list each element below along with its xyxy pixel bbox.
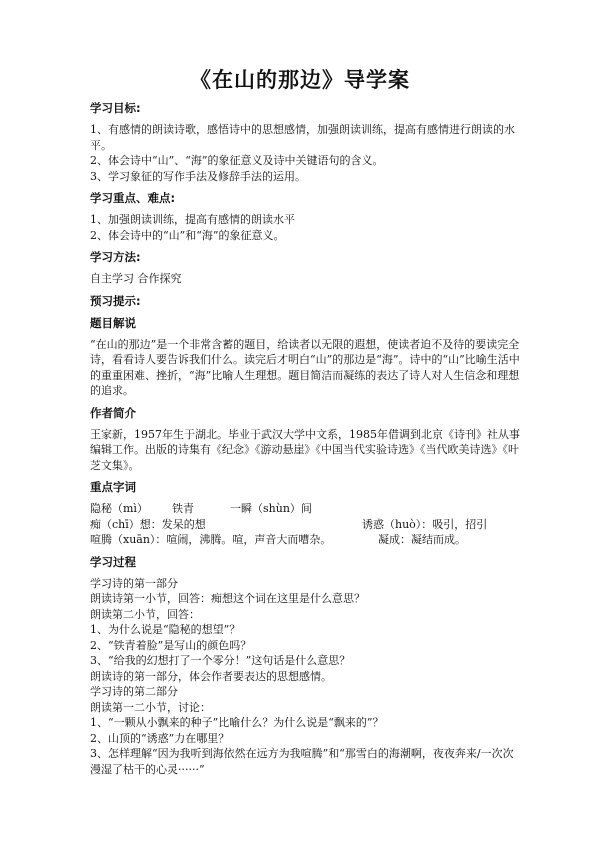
process-line: 朗读第一二小节，讨论： [90,700,211,714]
goal-item-3: 3、学习象征的写作手法及修辞手法的运用。 [90,169,306,183]
vocab-row-2 [90,517,520,533]
keypoints-heading: 学习重点、难点: [90,191,176,205]
process-lines [90,576,520,778]
vocab-item: 隐秘（mì） [90,502,148,515]
process-line: 3、怎样理解“因为我听到海依然在远方为我喧腾”和“那雪白的海潮啊，夜夜奔来/一次次漫湿了枯干的心灵······” [90,747,514,776]
process-line: 学习诗的第二部分 [90,685,178,698]
vocab-item: 一瞬（shùn）间 [230,502,312,515]
goal-item-1: 1、有感情的朗读诗歌，感悟诗中的思想感情，加强朗读训练，提高有感情进行朗读的水平。 [90,123,515,152]
author-text: 王家新，1957年生于湖北。毕业于武汉大学中文系，1985年借调到北京《诗刊》社从事编辑工作。出版的诗集有《纪念》《游动悬崖》《中国当代实验诗选》《当代欧美诗选》《叶芝文集》。 [90,427,520,472]
title-explain-heading: 题目解说 [90,315,136,330]
goal-item-2: 2、体会诗中“山”、“海”的象征意义及诗中关键语句的含义。 [90,154,384,167]
process-line: 朗读诗的第一部分，体会作者要表达的思想感情。 [90,669,332,683]
vocab-item: 痴（chī）想：发呆的想 [90,517,206,531]
vocab-row-1 [90,501,520,517]
process-line: 学习诗的第一部分 [90,576,178,590]
document-title: 《在山的那边》导学案 [190,68,410,92]
vocab-item: 诱惑（huò）：吸引，招引 [362,517,488,531]
vocab-heading: 重点字词 [90,480,136,494]
method-text: 自主学习 合作探究 [90,272,182,285]
preview-heading: 预习提示: [90,293,141,308]
goals-heading: 学习目标: [90,101,141,115]
title-explain-text: “在山的那边”是一个非常含蓄的题目，给读者以无限的遐想，使读者迫不及待的要读完全诗，看看诗人要告诉我们什么。读完后才明白“山”的那边是“海”。诗中的“山”比喻生活中的重重困难、挫折，“海”比喻人生理想。题目简洁而凝练的表达了诗人对人生信念和理想的追求。 [90,337,520,397]
method-heading: 学习方法: [90,250,141,264]
process-line: 3、“给我的幻想打了一个零分！”这句话是什么意思？ [90,654,351,667]
process-line: 朗读诗第一小节，回答：痴想这个词在这里是什么意思？ [90,592,365,605]
keypoint-item-1: 1、加强朗读训练，提高有感情的朗读水平 [90,213,295,226]
process-line: 朗读第二小节，回答： [90,607,200,621]
vocab-list [90,501,520,548]
process-line: 1、为什么说是“隐秘的想望”？ [90,623,241,636]
vocab-item: 铁青 [172,502,194,515]
document-body [90,100,520,777]
process-heading: 学习过程 [90,554,136,569]
vocab-item: 喧腾（xuān）：喧闹，沸腾。喧，声音大而嘈杂。 [90,533,332,546]
vocab-row-3 [90,532,520,548]
process-line: 2、“铁青着脸”是写山的颜色吗？ [90,638,252,652]
author-heading: 作者简介 [90,405,136,420]
keypoint-item-2: 2、体会诗中的“山”和“海”的象征意义。 [90,228,285,242]
vocab-item: 凝成：凝结而成。 [378,533,466,546]
process-line: 2、山顶的“诱惑”力在哪里？ [90,731,230,745]
process-line: 1、“一颗从小飘来的种子”比喻什么？为什么说是“飘来的”？ [90,716,384,729]
